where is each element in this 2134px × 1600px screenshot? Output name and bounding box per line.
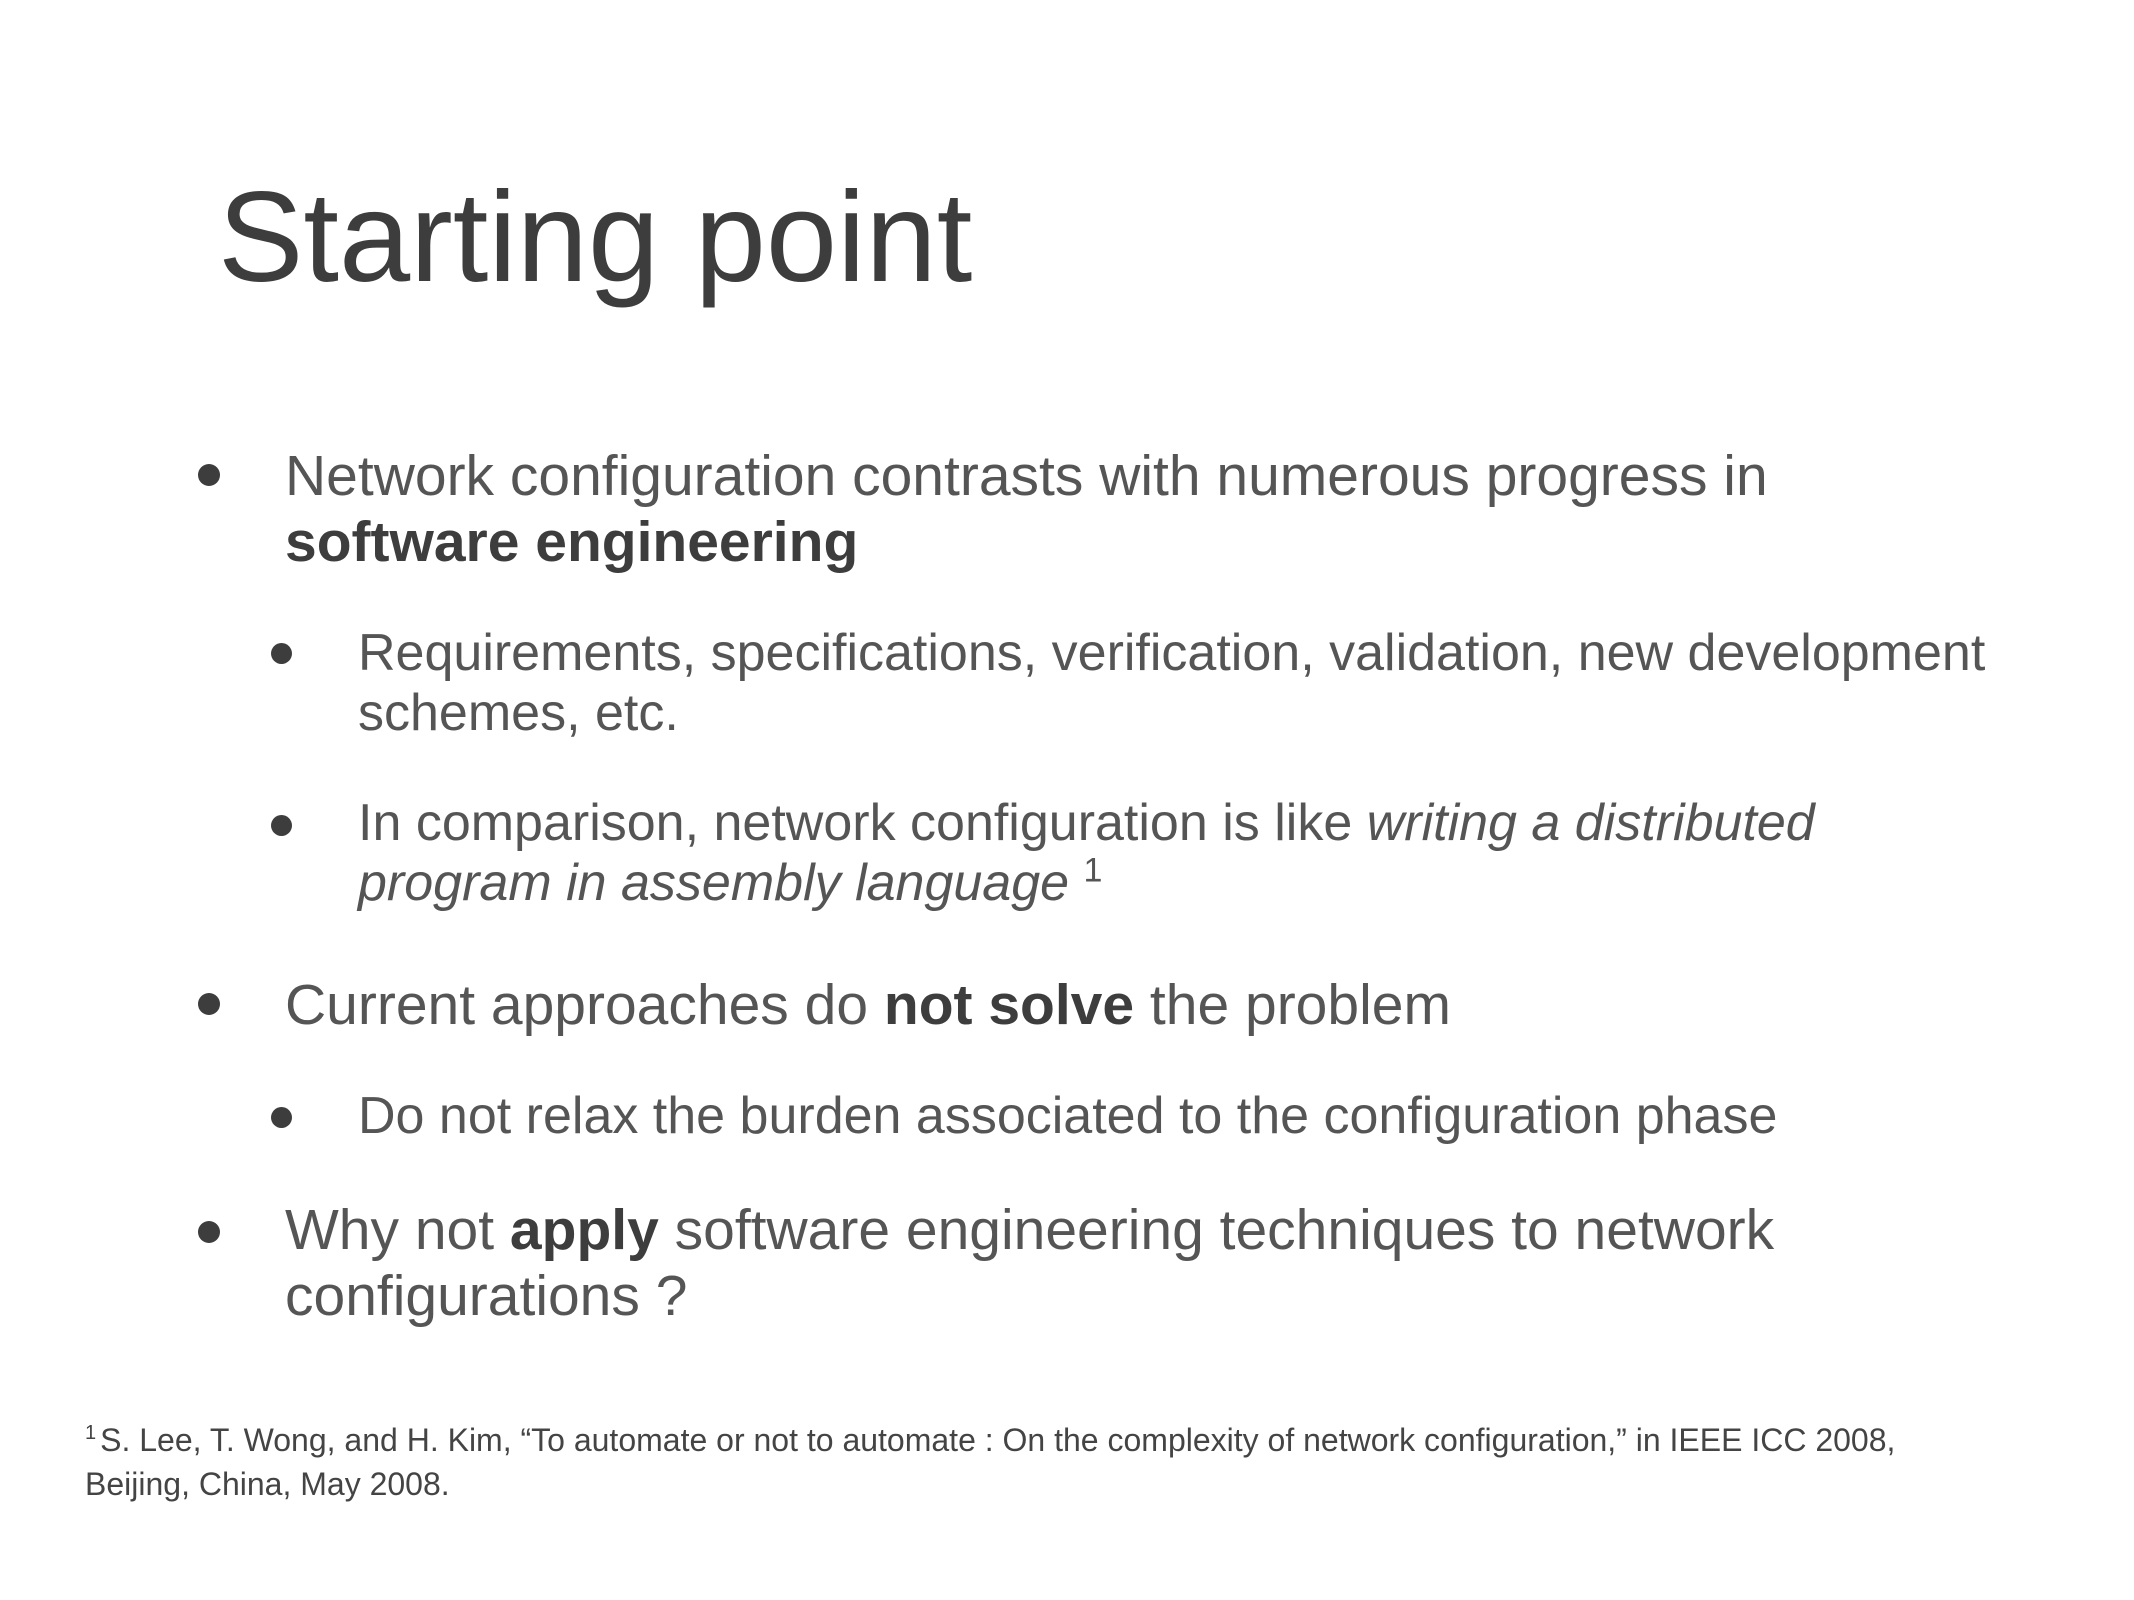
bullet-bold-phrase: software engineering (285, 510, 859, 574)
bullet-bold-phrase: apply (509, 1198, 659, 1262)
bullet-text (285, 443, 1768, 575)
bullet-line: software engineering techniques to network (658, 1198, 1775, 1262)
bullet-line: Requirements, specifications, verification, validation, new development (358, 624, 1986, 682)
bullet-text (285, 972, 1451, 1038)
bullet-dot (271, 815, 292, 836)
bullet-line: Current approaches do (285, 973, 884, 1037)
bullet-text (358, 1086, 1777, 1146)
bullet-line: schemes, etc. (358, 684, 679, 742)
bullet-dot (198, 1221, 220, 1243)
bullet-dot (271, 643, 292, 664)
bullet-line: Why not (285, 1198, 510, 1262)
footnote-line: S. Lee, T. Wong, and H. Kim, “To automate or not to automate : On the complexity of network configuration,” in IEEE ICC 2008, (100, 1422, 1896, 1458)
bullet-text (358, 793, 1815, 913)
bullet-bold-phrase: not solve (883, 973, 1135, 1037)
footnote-reference: 1 (1083, 851, 1103, 890)
bullet-italic-phrase: program in assembly language (358, 854, 1070, 912)
bullet-text (358, 623, 1985, 743)
bullet-dot (271, 1107, 292, 1128)
bullet-line: the problem (1134, 973, 1451, 1037)
bullet-dot (198, 993, 220, 1015)
bullet-text (285, 1197, 1774, 1329)
bullet-line: configurations ? (285, 1264, 688, 1328)
footnote-line: Beijing, China, May 2008. (85, 1466, 450, 1502)
bullet-line: Do not relax the burden associated to the configuration phase (358, 1087, 1778, 1145)
bullet-dot (198, 464, 220, 486)
bullet-line: Network configuration contrasts with numerous progress in (285, 444, 1768, 508)
bullet-line: In comparison, network configuration is like (358, 794, 1367, 852)
bullet-italic-phrase: writing a distributed (1366, 794, 1815, 852)
footnote (85, 1418, 1895, 1506)
footnote-mark: 1 (85, 1422, 97, 1445)
slide-title: Starting point (218, 166, 973, 309)
